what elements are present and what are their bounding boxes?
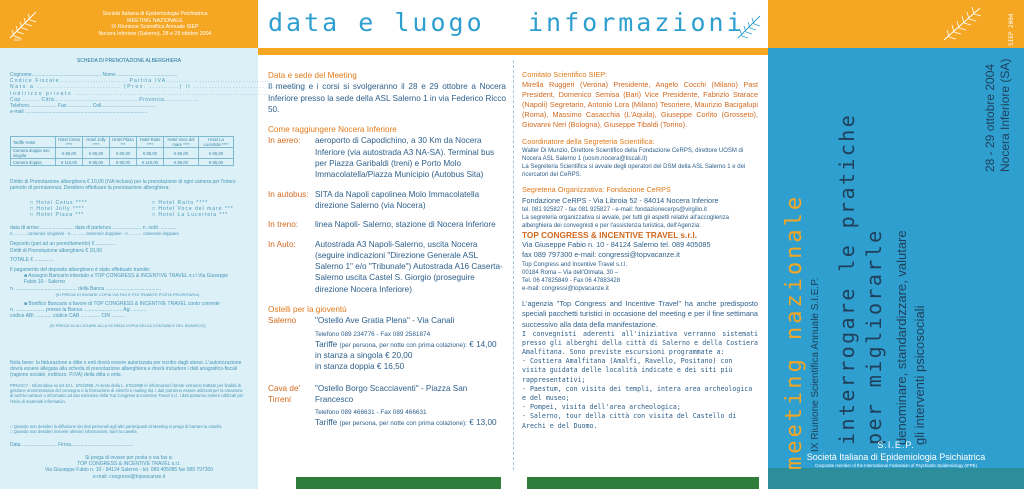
agency-desc: L'agenzia "Top Congress and Incentive Travel" ha anche predisposto speciali pacchetti turistici in occasione del meeting e per il fine settimana successivo alla data della manifestazione. [522,299,758,329]
transport-mode: In Auto: [268,239,296,249]
price-cell: € 85,00 [83,159,110,166]
come-title: Come raggiungere Nocera Inferiore [268,125,397,135]
comitato-title: Comitato Scientifico SIEP: [522,70,608,79]
ostello-name: "Ostello Ave Gratia Plena" - Via Canali [315,316,455,326]
payment-option-transfer[interactable]: ■ Bonifico Bancario a favore di TOP CONGRESS & INCENTIVE TRAVEL conto corrente [24,301,220,308]
program-item: - Salerno, tour della città con visita del Castello di Arechi e del Duomo. [522,412,737,430]
sede-title: Data e sede del Meeting [268,71,357,80]
committee-column [522,70,758,431]
program-item: - Paestum, con visita dei templi, intera area archeologica e del museo; [522,384,753,403]
ostello-place: Salerno [268,316,297,326]
deposit-note: Diritto di Prenotazione alberghiera € 10,00 (IVA inclusa) per la prenotazione di ogni camera per l'intero periodo di permanenza. Desidero effettuare la prenotazione alberghiera: [10,179,236,192]
cover-title-1: interrogare le pratiche [835,112,859,445]
form-field[interactable]: e-mail ........................................................................................ [10,109,148,116]
footer-line: Via Giuseppe Fabio n. 10 - 84124 Salerno - tel. 089 405085 fax 089 797300 [44,467,214,474]
orange-strip [258,48,768,55]
footer-line: Si prega di inviare per posta o via fax a: [85,455,173,461]
form-field[interactable]: Nato a ............................ (Prov. ..........) il ................................... [10,84,299,91]
price-cell: € 85,00 [137,148,164,159]
agency-line: Top Congress and Incentive Travel s.r.l. [522,261,628,268]
meeting-label: meeting nazionale [782,193,807,470]
cover-place: Nocera Inferiore (SA) [998,58,1012,172]
price-cell: € 80,00 [110,159,137,166]
org-name-wrap [768,470,1024,489]
transport-mode: In autobus: [268,189,309,199]
footer-line: TOP CONGRESS & INCENTIVE TRAVEL s.r.l. [77,461,181,468]
price-cell: € 110,00 [137,159,164,166]
ostello-phone: Telefono 089 234776 - Fax 089 2581874 [315,330,431,338]
tariff-note: (per persona, per notte con prima colazione): [339,420,467,428]
hotel-check[interactable]: □ Hotel Cetus **** [30,200,88,206]
title-data-e-luogo: data e luogo [268,8,485,37]
transport-text: Autostrada A3 Napoli-Salerno, uscita Nocera (seguire indicazioni "Direzione Generale ASL Salerno 1" e/o "Tribunale") Autostrada A16 Caserta-Salerno uscita Castel S. Giorgio (proseguire direzione Nocera Inferiore) [315,239,503,294]
org-line: tel. 081 925827 - fax 081 925827 - e-mail: fondazionecerps@virgilio.it [522,206,707,213]
logistics-column [268,70,506,428]
tariff-line: in stanza doppia € 16,50 [315,362,405,372]
transfer-field[interactable]: codice ABI ............ codice CAB .............. CIN .......... [10,313,126,320]
form-field[interactable]: Cap.......... Città............................................ Provincia.................. [10,96,199,103]
ostello-place: Cava de' Tirreni [268,383,301,404]
coord-text: Walter Di Munzio, Direttore Scientifico della Fondazione CeRPS, direttore UOSM di Nocera ASL Salerno 1 (uosm.nocera@tiscali.it) [522,147,744,162]
room-field[interactable]: n. .......... camera/e singola/e - n. .......... camera/e doppia/e - n. .......... camera/e doppia/e [10,231,179,237]
payment-intro: Il pagamento del deposito alberghiero è stato effettuato tramite: [10,267,151,274]
form-field[interactable]: Indirizzo privato ........................................................................... [10,90,300,97]
deposit-field[interactable]: Deposito (pari ad un pernottamento) € .............. [10,241,116,248]
ostelli-title: Ostelli per la gioventù [268,305,347,315]
green-bar [296,477,501,489]
price-cell: € 65,00 [83,148,110,159]
privacy-check[interactable]: □ Quando non desideri la diffusione dei dati personali agli altri partecipanti al Meeting si prega di barrare la casella [10,424,222,429]
price-cell: € 85,00 [164,159,199,166]
ostello-item [268,383,506,429]
tariff-line: in stanza a singola € 20,00 [315,350,413,360]
form-title: SCHEDA DI PRENOTAZIONE ALBERGHIERA [76,58,182,64]
cover-logo-label: SIEP 2004 [1008,13,1015,46]
cover-date: 28 - 29 ottobre 2004 [983,63,997,172]
agency-line: fax 089 797300 e-mail: congressi@topvacanze.it [522,250,680,260]
price-cell: € 65,00 [199,148,234,159]
privacy-check[interactable]: □ Quando non desideri ricevere ulteriori informazioni, barri la casella [10,429,137,435]
agency-name: TOP CONGRESS & INCENTIVE TRAVEL s.r.l. [522,230,698,241]
transport-item [268,189,506,212]
ostello-phone: Telefono 089 466631 - Fax 089 466631 [315,409,427,417]
siep-logo-icon [940,4,1000,44]
hotel-check[interactable]: □ Hotel Plaza *** [30,212,85,219]
header-line: Nocera Inferiore (Salerno), 28 e 29 ottobre 2004 [98,30,212,37]
hotel-check[interactable]: □ Hotel Voce del mare *** [152,206,234,213]
org-line: La segreteria organizzativa si avvale, per tutti gli aspetti relativi all'accoglienza alberghiera dei convegnisti e per l'assistenza turistica, dell'Agenzia: [522,214,729,230]
row-label: Camera doppia uso singola [11,148,56,159]
green-bar [527,477,759,489]
tariff-table [10,136,234,166]
deposit-field: Diritti di Prenotazione alberghiera € 10,00 [10,247,102,254]
program-intro: I convegnisti aderenti all'iniziativa verranno sistemati presso gli alberghi della città di Salerno e della Costiera Amalfitana. Sono previste escursioni programmate a: [522,329,758,357]
tariff-price: € 13,00 [469,418,497,428]
hotel-header: Hotel Raito **** [137,137,164,148]
transport-mode: In treno: [268,220,299,230]
hotel-checks-right [152,200,234,219]
cover-subtitle-2: gli interventi psicosociali [912,305,927,445]
agency-line: 00184 Roma – Via dell'Olmata, 30 – [522,269,619,276]
header-line: MEETING NAZIONALE [127,17,183,24]
hotel-checks-left [30,200,88,219]
agency-line: Via Giuseppe Fabio n. 10 - 84124 Salerno tel. 089 405085 [522,240,711,250]
logo-label: SIEP [14,38,22,42]
tariff-label: Tariffe [315,418,338,428]
transport-item [268,135,506,180]
price-cell: € 65,00 [164,148,199,159]
header-line: Società Italiana di Epidemiologia Psichiatrica [102,11,208,17]
tariff-note: (per persona, per notte con prima colazione): [339,341,467,349]
org-member: Corporate member of the International Federation of Psychiatric Epidemiology (IFPE) [815,463,977,468]
transport-text: aeroporto di Capodichino, a 30 Km da Nocera Inferiore (via autostrada A3 NA-SA). Terminal bus per Piazza Garibaldi (treni) e Porto Molo Immacolatella/Piazza Municipio (Autobus Sita) [315,136,495,180]
transport-text: linea Napoli- Salerno, stazione di Nocera Inferiore [315,220,496,230]
ostello-item [268,315,506,372]
transport-text: SITA da Napoli capolinea Molo Immacolatella direzione Salerno (via Nocera) [315,189,480,210]
transfer-field[interactable]: n. ..................... presso la Banca ............................ Ag. .......... [10,307,147,314]
invoice-note: Nota bene: la fatturazione a ditte o enti dovrà essere autorizzata per iscritto dagli stessi. L'autorizzazione dovrà essere allegata alla scheda di prenotazione alberghiera e dovrà includere i dati anagrafico-fiscali (ragione sociale, indirizzo, P.IVA) della ditta o ente. [10,360,242,379]
form-field[interactable]: Cognome.................................................. Nome ........................................... [10,72,177,78]
org-abbr-text: S.I.E.P. [877,440,915,450]
hotel-check[interactable]: □ Hotel Raito **** [152,200,209,206]
signature-field[interactable]: Data ......................... Firma............................................. [10,442,134,448]
form-field[interactable]: Codice Fiscale.......................... Partita IVA......................................... [10,78,273,85]
org-name: Società Italiana di Epidemiologia Psichiatrica [806,452,986,462]
program-item: - Costiera Amalfitana (Amalfi, Ravello, Positano) con visita guidata delle località indicate e dei siti più rappresentativi; [522,357,733,384]
price-cell: € 60,00 [110,148,137,159]
hotel-header: Hotel Cetus **** [56,137,83,148]
agency-email[interactable]: e-mail: congressi@topvacanze.it [522,286,609,293]
panel1-header [0,0,258,48]
hotel-check[interactable]: □ Hotel La Lucertola *** [152,212,229,219]
transport-mode: In aereo: [268,136,301,146]
ostello-name: "Ostello Borgo Scacciaventi" - Piazza San Francesco [315,383,468,404]
siep-logo-icon [6,6,40,42]
arrival-field[interactable]: data di arrivo ........................ data di partenza ..................... n. notti ............ [10,225,176,231]
transport-item [268,219,506,230]
privacy-text: PRIVACY - Informativa ex art.10 L. 675/1996. Ai sensi della L. 675/1996 le informazioni fornite verranno trattate per finalità di gestione amministrativa del convegno e la formazione di elenchi e mailing list. I dati potranno essere utilizzati per la creazione di archivi cartacei o informatici ad uso esclusivo della Top Congress & Incentive Travel s.r.l. I dati potranno essere utilizzati per l'invio di materiale informativo. [10,383,244,404]
tariff-label: Tariffe Hotel [11,137,56,148]
tariff-price: € 14,00 [469,339,497,349]
title-informazioni: informazioni [528,8,745,37]
hotel-header: Hotel Jolly **** [83,137,110,148]
transport-item [268,239,506,295]
price-cell: € 110,00 [56,159,83,166]
header-line: IX Riunione Scientifica Annuale SIEP [111,24,199,31]
agency-line: Tel. 06 47825849 - Fax 06 47883428 [522,277,621,284]
row-label: Camera doppia [11,159,56,166]
cheque-note: (SI PREGA DI INVIARE COPIA VIA FAX E POI TRAMITE POSTA PRIORITARIA) [55,291,200,297]
coord-title: Coordinatore della Segreteria Scientifica: [522,136,655,146]
sede-text: Il meeting e i corsi si svolgeranno il 28 e 29 ottobre a Nocera Inferiore presso la sede della ASL Salerno 1 in via Federico Ricco 50. [268,82,506,114]
coord-note: La Segreteria Scientifica si avvale degli operatori del DSM della ASL Salerno 1 e dei ricercatori del CeRPS. [522,164,746,179]
cover-subtitle-1: denominare, standardizzare, valutare [894,230,909,445]
comitato-names: Mirella Ruggeri (Verona) Presidente, Angelo Cocchi (Milano) Past President, Domenico Semisa (Bari) Vice Presidente, Fabrizio Starace (Napoli) Segretario, Antonio Lora (Milano) Tesoriere, Maurizio Bacigalupi (Roma), Massimo Casacchia (L'Aquila), Giuseppe Corlito (Grosseto), Giovanni Neri (Bologna), Giuseppe Tibaldi (Torino). [522,80,758,130]
form-field[interactable]: Telefono.................... Fax.................. Cell....................................... [10,103,156,110]
price-cell: € 85,00 [199,159,234,166]
hotel-header: Hotel Voce del mare **** [164,137,199,148]
transfer-note: (SI PREGA DI ALLEGARE ALLA SCHEDA COPIA DELLA CONTABILE DEL BONIFICO) [49,322,206,328]
hotel-check[interactable]: □ Hotel Jolly **** [30,206,85,213]
program-item: - Pompei, visita dell'area archeologica; [522,403,681,412]
riunione-label: IX Riunione Scientifica Annuale S.I.E.P. [810,277,821,452]
cover-title-2: per migliorarle [862,228,886,445]
tariff-label: Tariffe [315,339,338,349]
siep-logo-icon [735,10,763,42]
org-title: Segreteria Organizzativa: Fondazione CeRPS [522,185,671,195]
payment-option-cheque[interactable]: ■ Assegno Bancario intestato a TOP CONGRESS & INCENTIVE TRAVEL s.r.l Via Giuseppe Fabio 10 - Salerno [24,273,229,286]
price-cell: € 85,00 [56,148,83,159]
footer-line: e-mail: congressi@topvacanze.it [92,473,166,480]
hotel-header: Hotel Plaza *** [110,137,137,148]
hotel-header: Hotel La Lucertola **** [199,137,234,148]
column-divider [513,60,514,470]
total-field[interactable]: TOTALE € .............. [10,256,54,263]
cheque-field[interactable]: n. ............................................ della Banca ........................................ [10,285,162,292]
org-line: Fondazione CeRPS - Via Libroia 52 - 84014 Nocera Inferiore [522,195,719,205]
